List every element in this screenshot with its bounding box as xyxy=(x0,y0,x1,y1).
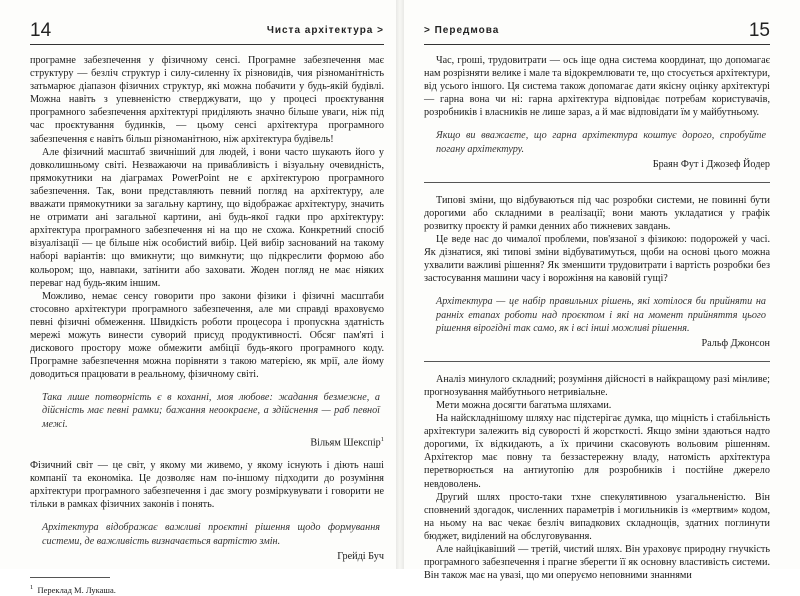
paragraph: програмне забезпечення у фізичному сенсі. Програмне забезпечення має структуру — безліч структур і силу-силенну їх різновидів, чия різноманітність затьмарює діапазон фізичних структур, які можна побачити у будь-якій будівлі. Можна навіть з упевненістю стверджувати, що у процесі проєктування програмного забезпечення архітектурі приділяють значно більше уваги, ніж під час проєктування будинків, — цьому сенсі архітектура програмного забезпечення є навіть більш різноманітною, ніж архітектура будівель! xyxy=(30,55,384,145)
right-page-number: 15 xyxy=(748,20,770,41)
left-page-header xyxy=(30,20,384,46)
quote-text: Якщо ви вважаєте, що гарна архітектура коштує дорого, спробуйте погану архітектуру. xyxy=(436,130,766,155)
footnote-reference: 1 xyxy=(380,435,384,443)
left-running-head: Чиста архітектура > xyxy=(266,25,384,36)
paragraph: Час, гроші, трудовитрати — ось іще одна система координат, що допомагає нам розрізняти велике і мале та відокремлювати те, що стосується архітектури, від усього іншого. Ця система також допомагає дати якісну оцінку архітектурі — гарна вона чи ні: гарна архітектура відповідає потребам користувачів, розробників і власників не лише зараз, а й має відповідати їм у майбутньому. xyxy=(424,55,770,119)
book-gutter xyxy=(396,0,404,569)
left-page xyxy=(0,0,396,595)
right-page xyxy=(404,0,800,582)
right-page-body xyxy=(424,54,770,582)
footnote-rule xyxy=(30,577,110,578)
paragraph: Але найцікавіший — третій, чистий шлях. Він ураховує природну гнучкість програмного забезпечення і прагне зберегти її як основну властивість системи. Він також має на увазі, що ми оперуємо неповними знаннями xyxy=(424,544,770,582)
section-divider xyxy=(424,361,770,362)
right-header-rule xyxy=(424,44,770,45)
right-running-head: > Передмова xyxy=(424,25,500,36)
left-page-number: 14 xyxy=(30,20,52,41)
quote-author: Ральф Джонсон xyxy=(701,337,770,349)
quote-author: Браян Фут і Джозеф Йодер xyxy=(652,158,770,170)
paragraph: Типові зміни, що відбуваються під час розробки системи, не повинні бути дорогими або складними в реалізації; вони мають укладатися у графік розвитку проєкту й рамки денних або тижневих завдань. xyxy=(424,194,770,232)
left-page-body xyxy=(30,54,384,596)
quote-author: Вільям Шекспір$^1$ xyxy=(310,435,384,449)
quote-text: Архітектура — це набір правильних рішень, які хотілося би прийняти на ранніх етапах роботи над проєктом і які на момент прийняття цього рішення вірогідні так само, як і всі інші можливі рішення. xyxy=(436,296,766,334)
paragraph: Мети можна досягти багатьма шляхами. xyxy=(436,399,612,411)
paragraph: Це веде нас до чималої проблеми, пов'язаної з фізикою: подорожей у часі. Як дізнатися, які типові зміни відбуватимуться, щоби на основі цього можна ухвалити важливі рішення? Як зменшити трудовитрати і вартість розробки без застосування машини часу і ворожіння на кавовій гущі? xyxy=(424,234,770,285)
quote-text: Така лише потворність є в коханні, моя любове: жадання безмежне, а дійсність має певні рамки; бажання неоокраєне, а здійснення — раб певної межі. xyxy=(42,392,380,430)
paragraph: Можливо, немає сенсу говорити про закони фізики і фізичні масштаби стосовно архітектури програмного забезпечення, але ми справді враховуємо певні фізичні обмеження. Швидкість роботи процесора і пропускна здатність мережі можуть винести суворий присуд продуктивності. Обсяг пам'яті і дискового простору може обмежити амбіції будь-якого програмного коду. Програмне забезпечення можна порівняти з такою матерією, як мрії, але йому доводиться працювати в реальному, фізичному світі. xyxy=(30,290,384,381)
epigraph-foote-yoder xyxy=(424,129,770,170)
paragraph: Другий шлях просто-таки тхне спекулятивною узагальненістю. Він сповнений здогадок, численних параметрів і могильників із «мертвим» кодом, на ньому на вас чекає безліч випадкових складнощів, здатних поглинути бюджет, виділений на обслуговування. xyxy=(424,491,770,542)
paragraph: Аналіз минулого складний; розуміння дійсності в найкращому разі мінливе; прогнозування майбутнього нетривіальне. xyxy=(424,373,770,398)
right-page-header xyxy=(424,20,770,46)
quote-text: Архітектура відображає важливі проєктні рішення щодо формування системи, де важливість визначається вартістю змін. xyxy=(42,522,380,547)
epigraph-shakespeare xyxy=(30,391,384,449)
paragraph: На найскладнішому шляху нас підстерігає думка, що міцність і стабільність архітектури залежить від суворості й жорсткості. Якщо зміни здаються надто дорогими, їх відкидають, а їх причини скасовують вольовим рішенням. Архітектор має повну та беззастережну владу, натомість архітектура перетворюється на антиутопію для розробників і постійне джерело невдоволень. xyxy=(424,413,770,490)
section-divider xyxy=(424,182,770,183)
quote-author: Грейді Буч xyxy=(337,550,384,562)
paragraph: Але фізичний масштаб звичніший для людей, і вони часто шукають його у довколишньому світі. Незважаючи на привабливість і візуальну очевидність, прямокутники на діаграмах PowerPoint не є архітектурою програмного забезпечення. Так, вони представляють певний погляд на архітектуру, але вважати прямокутники за загальну картину, що відображає архітектуру, значить не отримати ані загальної картини, ані будь-якої гадки про архітектуру: архітектура програмного забезпечення ні на що не схожа. Конкретний спосіб візуалізації — це більше ніж особистий вибір. Цей вибір заснований на такому наборі варіантів: що вмикнути; що вимкнути; що підкреслити формою або кольором; що, навпаки, затінити або заховати. Жоден погляд не має ніяких переваг над будь-яким іншим. xyxy=(30,146,384,289)
left-header-rule xyxy=(30,44,384,45)
epigraph-johnson xyxy=(424,295,770,349)
footnote: $^1$ Переклад М. Лукаша. xyxy=(30,583,116,595)
epigraph-booch xyxy=(30,521,384,562)
paragraph: Фізичний світ — це світ, у якому ми живемо, у якому існують і діють наші компанії та економіка. Це дозволяє нам по-іншому підходити до розуміння архітектури програмного забезпечення і дає змогу розміркувувати і говорити не тільки в рамках фізичних законів і понять. xyxy=(30,460,384,511)
